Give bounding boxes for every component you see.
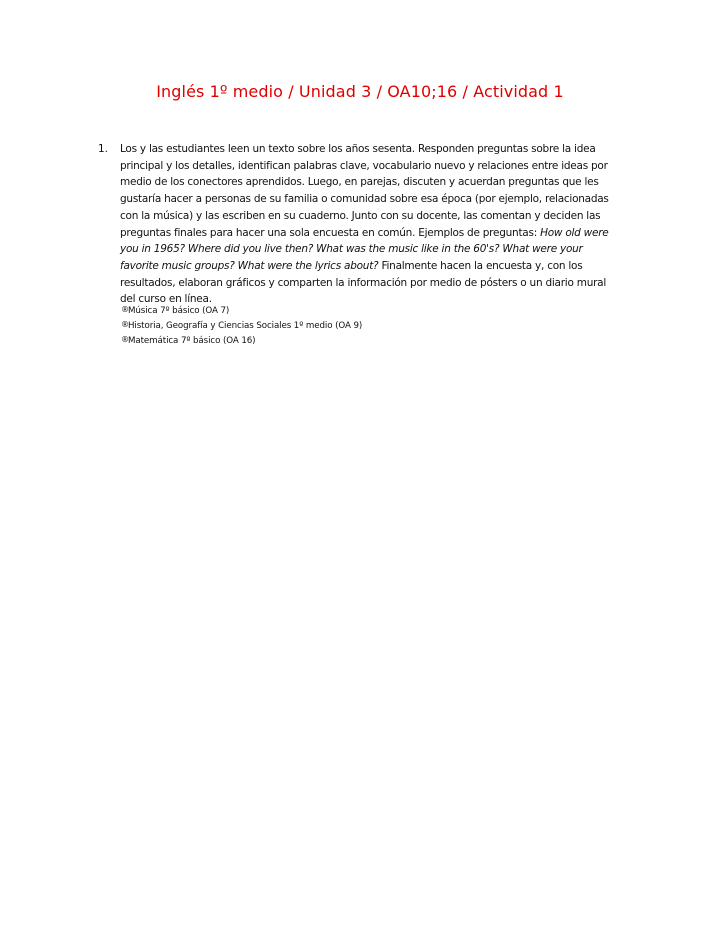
related-objective-text: Matemática 7º básico (OA 16) [128,336,256,346]
registered-mark-icon: ® [121,304,129,314]
related-objectives-list [121,304,421,349]
related-objective-item [121,304,421,319]
related-objective-item [121,319,421,334]
related-objective-text: Música 7º básico (OA 7) [128,306,230,316]
paragraph-text-part-3: Finalmente hacen la encuesta y, con los resultados, elaboran gráficos y comparten la información por medio de pósters o un diario mural del curso en línea. [120,259,607,306]
activity-paragraph [120,141,618,308]
related-objective-item [121,334,421,349]
related-objective-text: Historia, Geografía y Ciencias Sociales 1º medio (OA 9) [128,321,363,331]
list-number: 1. [98,143,109,155]
registered-mark-icon: ® [121,334,129,344]
paragraph-text-part-1: Los y las estudiantes leen un texto sobre los años sesenta. Responden preguntas sobre la idea principal y los detalles, identifican palabras clave, vocabulario nuevo y relaciones entre ideas por medio de los conectores aprendidos. Luego, en parejas, discuten y acuerdan preguntas que les gustaría hacer a personas de su familia o comunidad sobre esa época (por ejemplo, relacionadas con la música) y las escriben en su cuaderno. Junto con su docente, las comentan y deciden las preguntas finales para hacer una sola encuesta en común. Ejemplos de preguntas: [120,143,609,239]
paragraph-italic-questions: How old were you in 1965? Where did you live then? What was the music like in the 60's? What were your favorite music groups? What were the lyrics about? [120,226,609,272]
document-title: Inglés 1º medio / Unidad 3 / OA10;16 / Actividad 1 [156,82,564,101]
registered-mark-icon: ® [121,319,129,329]
